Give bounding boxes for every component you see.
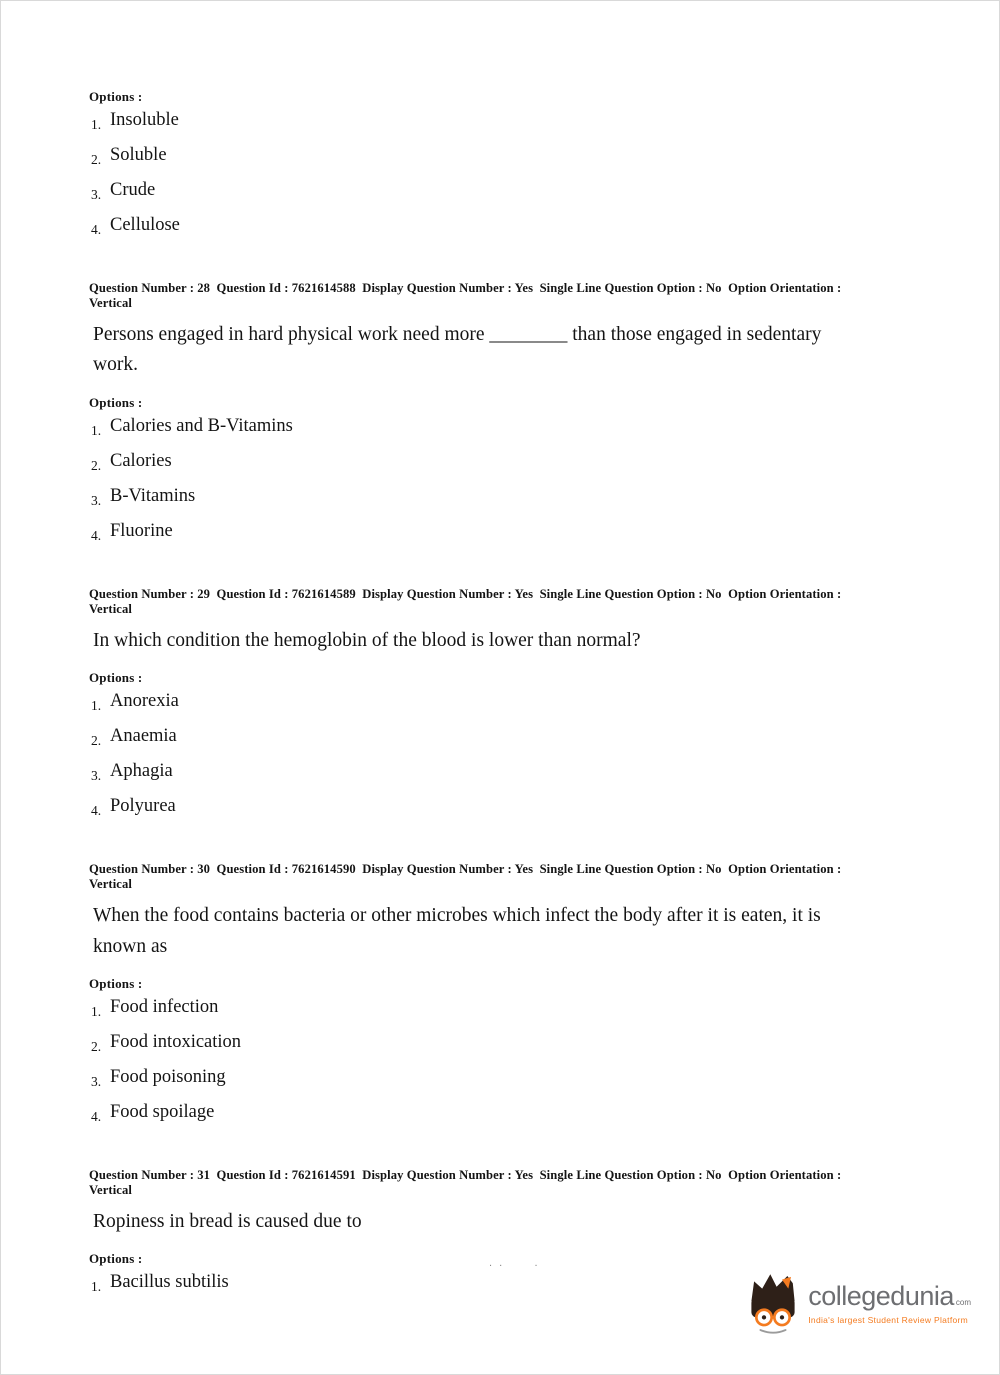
option-number: 1. (91, 117, 102, 132)
option-row (91, 761, 909, 785)
option-row (91, 520, 909, 545)
option-text: Food spoilage (110, 1101, 215, 1122)
options-label: Options : (89, 670, 143, 686)
option-row (91, 450, 909, 475)
option-text: Calories (110, 450, 172, 471)
option-row (91, 1066, 909, 1091)
brand-name-line (808, 1281, 971, 1312)
option-number: 3. (91, 492, 102, 508)
option-row (91, 415, 909, 440)
options-label: Options : (89, 394, 143, 410)
option-row (91, 1031, 909, 1056)
option-number: 3. (91, 1073, 102, 1089)
option-number: 1. (91, 422, 102, 438)
question-meta-header: Question Number : 29 Question Id : 7621614589 Display Question Number : Yes Single Line Question Option : No Option Orientation : Vertical (89, 586, 845, 616)
collegedunia-logo (746, 1270, 971, 1336)
question-block (89, 587, 909, 820)
brand-tagline: India's largest Student Review Platform (808, 1315, 969, 1325)
option-number: 2. (91, 152, 102, 167)
options-label: Options : (89, 89, 143, 104)
option-text: Cellulose (110, 215, 180, 235)
option-row (91, 1101, 909, 1126)
question-text: When the food contains bacteria or other microbes which infect the body after it is eaten, it is known as (93, 905, 821, 957)
option-text: B-Vitamins (110, 485, 196, 506)
options-label: Options : (89, 1251, 143, 1267)
brand-name: collegedunia (808, 1281, 954, 1311)
page-content (1, 1, 999, 1296)
option-number: 4. (91, 1108, 102, 1124)
option-text: Bacillus subtilis (110, 1272, 229, 1293)
option-row (91, 110, 909, 134)
option-row (91, 215, 909, 239)
option-row (91, 691, 909, 715)
option-number: 4. (91, 222, 102, 237)
option-number: 3. (91, 768, 102, 784)
question-text: Ropiness in bread is caused due to (93, 1210, 362, 1232)
option-text: Polyurea (110, 796, 176, 817)
option-number: 4. (91, 527, 102, 543)
option-text: Fluorine (110, 520, 173, 541)
question-block (89, 281, 909, 545)
option-number: 1. (91, 698, 102, 714)
option-row (91, 796, 909, 820)
option-text: Calories and B-Vitamins (110, 415, 293, 436)
brand-suffix: com (955, 1298, 971, 1307)
question-meta-header: Question Number : 30 Question Id : 7621614590 Display Question Number : Yes Single Line Question Option : No Option Orientation : Vertical (89, 862, 845, 892)
option-row (91, 145, 909, 169)
owl-mascot-icon (746, 1270, 800, 1336)
question-text: Persons engaged in hard physical work need more ________ than those engaged in sedentary work. (93, 324, 822, 376)
option-row (91, 726, 909, 750)
option-row (91, 996, 909, 1021)
option-text: Crude (110, 180, 156, 200)
option-number: 2. (91, 733, 102, 749)
option-text: Aphagia (110, 761, 173, 782)
option-number: 1. (91, 1279, 102, 1295)
option-row (91, 180, 909, 204)
brand-text-block (808, 1281, 971, 1325)
option-number: 1. (91, 1003, 102, 1019)
option-number: 2. (91, 457, 102, 473)
option-text: Food intoxication (110, 1031, 242, 1052)
leading-options-block (89, 89, 909, 239)
option-row (91, 485, 909, 510)
option-text: Food infection (110, 996, 219, 1017)
option-number: 3. (91, 187, 102, 202)
option-number: 4. (91, 803, 102, 819)
option-text: Soluble (110, 145, 167, 165)
option-text: Anaemia (110, 726, 177, 747)
option-text: Anorexia (110, 691, 179, 712)
page-dots: . . . (489, 1257, 540, 1269)
question-text: In which condition the hemoglobin of the blood is lower than normal? (93, 629, 641, 651)
question-meta-header: Question Number : 28 Question Id : 7621614588 Display Question Number : Yes Single Line Question Option : No Option Orientation : Vertical (89, 281, 845, 311)
option-number: 2. (91, 1038, 102, 1054)
options-label: Options : (89, 975, 143, 991)
question-block (89, 862, 909, 1126)
option-text: Food poisoning (110, 1066, 226, 1087)
question-meta-header: Question Number : 31 Question Id : 7621614591 Display Question Number : Yes Single Line Question Option : No Option Orientation : Vertical (89, 1167, 845, 1197)
option-text: Insoluble (110, 110, 179, 130)
